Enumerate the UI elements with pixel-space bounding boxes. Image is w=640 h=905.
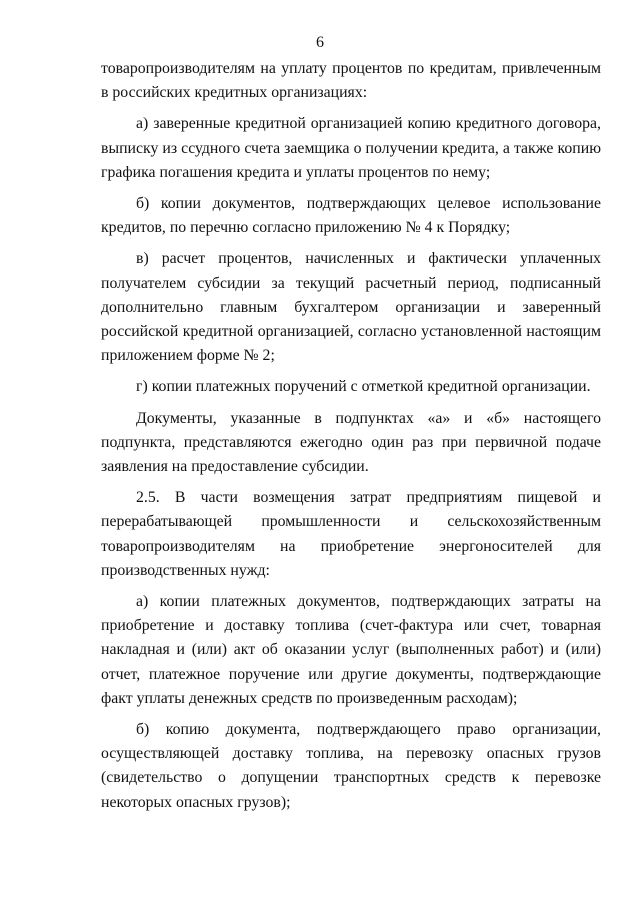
paragraph-item-v: в) расчет процентов, начисленных и фактически уплаченных получателем субсидии за текущий расчетный период, подписанный дополнительно главным бухгалтером организации и заверенный российской кредитной организацией, согласно установленной настоящим приложением форме № 2; bbox=[101, 250, 601, 365]
paragraph-2-5-item-a: а) копии платежных документов, подтверждающих затраты на приобретение и доставку топлива (счет-фактура или счет, товарная накладная и (или) акт об оказании услуг (выполненных работ) и (или) отчет, платежное поручение или другие документы, подтверждающие факт уплаты денежных средств по произведенным расходам); bbox=[101, 593, 601, 707]
paragraph-2-5-item-b: б) копию документа, подтверждающего право организации, осуществляющей доставку топлива, на перевозку опасных грузов (свидетельство о допущении транспортных средств к перевозке некоторых опасных грузов); bbox=[101, 721, 601, 811]
page-number: 6 bbox=[316, 34, 324, 51]
paragraph-section-2-5: 2.5. В части возмещения затрат предприятиям пищевой и перерабатывающей промышленности и сельскохозяйственным товаропроизводителям на приобретение энергоносителей для производственных нужд: bbox=[101, 489, 601, 579]
paragraph-item-b: б) копии документов, подтверждающих целевое использование кредитов, по перечню согласно приложению № 4 к Порядку; bbox=[101, 195, 601, 237]
paragraph-item-a: а) заверенные кредитной организацией копию кредитного договора, выписку из ссудного счета заемщика о получении кредита, а также копию графика погашения кредита и уплаты процентов по нему; bbox=[101, 115, 601, 181]
paragraph-documents-note: Документы, указанные в подпунктах «а» и «б» настоящего подпункта, представляются ежегодно один раз при первичной подаче заявления на предоставление субсидии. bbox=[101, 409, 601, 476]
document-body bbox=[101, 57, 601, 815]
paragraph-continuation: товаропроизводителям на уплату процентов по кредитам, привлеченным в российских кредитных организациях: bbox=[101, 60, 601, 102]
paragraph-item-g: г) копии платежных поручений с отметкой кредитной организации. bbox=[136, 378, 591, 396]
